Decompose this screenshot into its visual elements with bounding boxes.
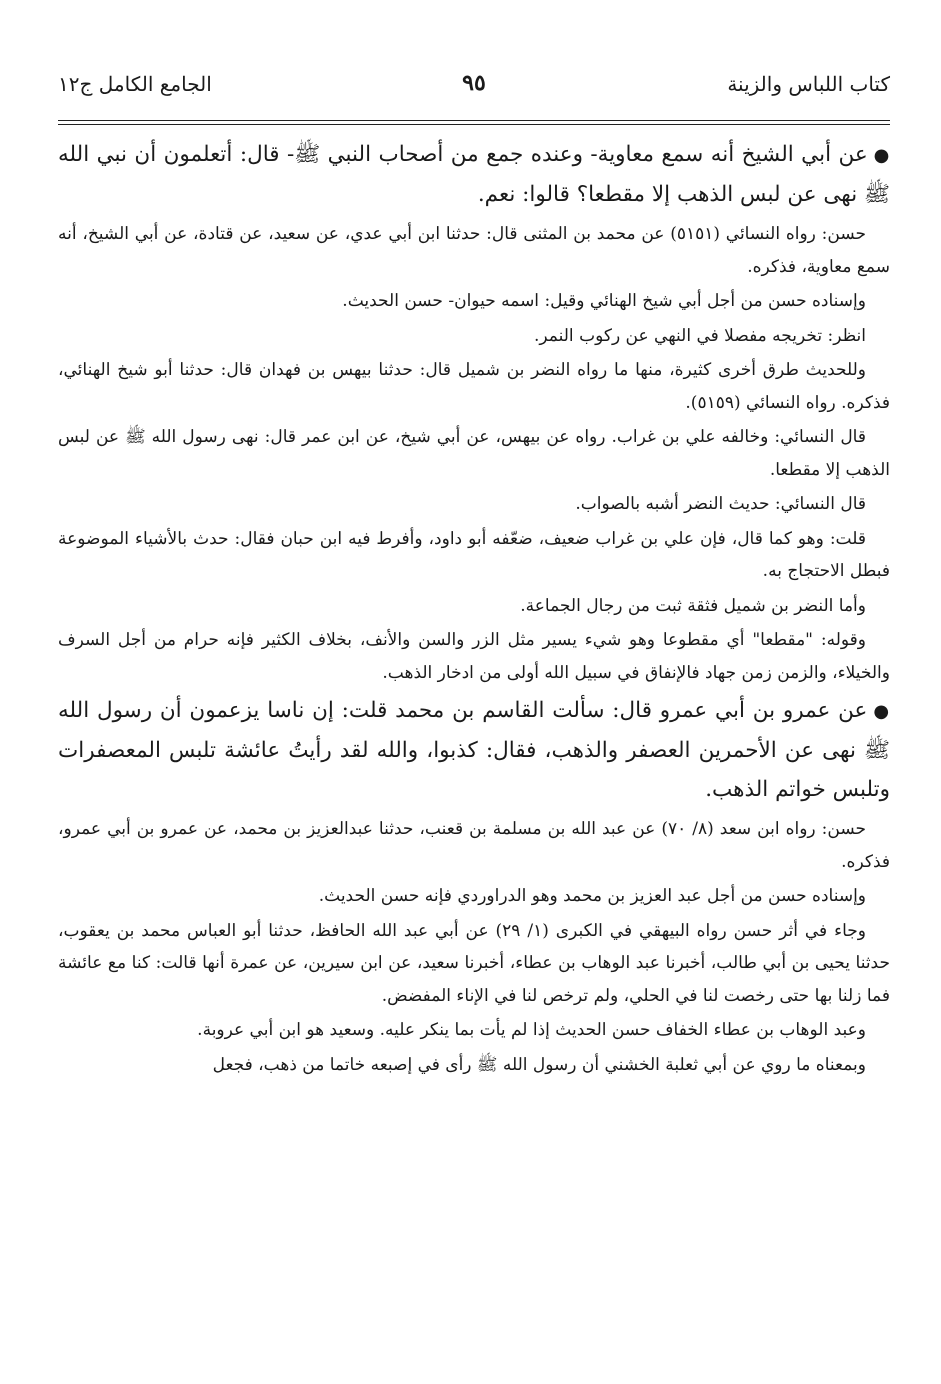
hadith-text [58,691,890,809]
page-header [58,70,890,110]
commentary-paragraph: وإسناده حسن من أجل عبد العزيز بن محمد وهو الدراوردي فإنه حسن الحديث. [318,886,866,906]
commentary-paragraph: قلت: وهو كما قال، فإن علي بن غراب ضعيف، ضعّفه أبو داود، وأفرط فيه ابن حبان فقال: حدث بالأشياء الموضوعة فبطل الاحتجاج به. [58,528,890,581]
commentary-paragraph: وعبد الوهاب بن عطاء الخفاف حسن الحديث إذا لم يأت بما ينكر عليه. وسعيد هو ابن أبي عروبة. [197,1020,866,1040]
commentary-paragraph: وقوله: "مقطعا" أي مقطوعا وهو شيء يسير مثل الزر والسن والأنف، بخلاف الكثير فإنه حرام من أجل السرف والخيلاء، والزمن زمن جهاد فالإنفاق في سبيل الله أولى من ادخار الذهب. [58,630,890,683]
commentary-paragraph: وجاء في أثر حسن رواه البيهقي في الكبرى (١/ ٢٩) عن أبي عبد الله الحافظ، حدثنا أبو العباس محمد بن يعقوب، حدثنا يحيى بن أبي طالب، أخبرنا عبد الوهاب بن عطاء، أخبرنا سعيد، عن ابن سيرين، عن عمرة أنها قالت: كنا مع عائشة فما زلنا بها حتى رخصت لنا في الحلي، ولم ترخص لنا في الإناء المفضض. [58,920,890,1006]
commentary-paragraph: حسن: رواه النسائي (٥١٥١) عن محمد بن المثنى قال: حدثنا ابن أبي عدي، عن سعيد، عن قتادة، عن أبي الشيخ، أنه سمع معاوية، فذكره. [58,224,890,277]
bullet-icon: ● [873,701,890,722]
hadith-text [58,135,890,214]
commentary-paragraph: وأما النضر بن شميل فثقة ثبت من رجال الجماعة. [520,595,866,616]
commentary-paragraph: حسن: رواه ابن سعد (٨/ ٧٠) عن عبد الله بن مسلمة بن قعنب، حدثنا عبدالعزيز بن محمد، عن عمرو بن أبي عمرو، فذكره. [58,819,890,872]
bullet-icon: ● [873,145,890,166]
hadith-body: عن أبي الشيخ أنه سمع معاوية- وعنده جمع من أصحاب النبي ﷺ- قال: أتعلمون أن نبي الله ﷺ نهى عن لبس الذهب إلا مقطعا؟ قالوا: نعم. [58,142,890,207]
commentary-paragraph: وبمعناه ما روي عن أبي ثعلبة الخشني أن رسول الله ﷺ رأى في إصبعه خاتما من ذهب، فجعل [212,1054,866,1075]
book-title: الجامع الكامل ج١٢ [58,72,212,96]
commentary-paragraph: وللحديث طرق أخرى كثيرة، منها ما رواه النضر بن شميل قال: حدثنا بيهس بن فهدان قال: حدثنا أبو شيخ الهنائي، فذكره. رواه النسائي (٥١٥٩). [58,360,890,413]
page-number: ٩٥ [462,70,486,96]
commentary-paragraph: وإسناده حسن من أجل أبي شيخ الهنائي وقيل: اسمه حيوان- حسن الحديث. [342,291,866,311]
page-content [58,135,890,1081]
header-rule [58,120,890,121]
commentary-paragraph: انظر: تخريجه مفصلا في النهي عن ركوب النمر. [534,325,866,346]
header-rule-thin [58,124,890,125]
commentary-paragraph: قال النسائي: وخالفه علي بن غراب. رواه عن بيهس، عن أبي شيخ، عن ابن عمر قال: نهى رسول الله ﷺ عن لبس الذهب إلا مقطعا. [58,427,890,480]
chapter-title: كتاب اللباس والزينة [727,72,890,96]
book-page [58,70,890,1370]
hadith-body: عن عمرو بن أبي عمرو قال: سألت القاسم بن محمد قلت: إن ناسا يزعمون أن رسول الله ﷺ نهى عن الأحمرين العصفر والذهب، فقال: كذبوا، والله لقد رأيتُ عائشة تلبس المعصفرات وتلبس خواتم الذهب. [58,698,890,802]
commentary-paragraph: قال النسائي: حديث النضر أشبه بالصواب. [575,494,866,514]
